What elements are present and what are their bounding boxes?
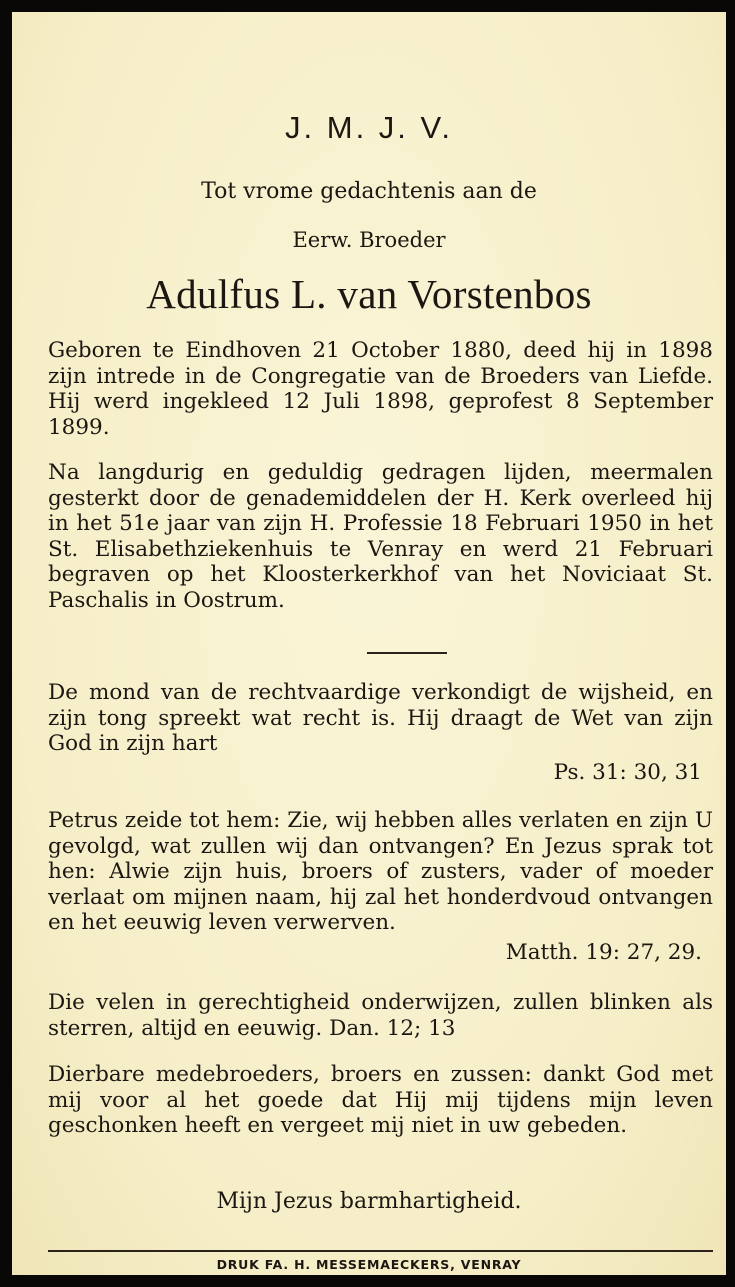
memorial-card [12,12,726,1275]
printer-credit: DRUK FA. H. MESSEMAECKERS, VENRAY [216,1257,522,1272]
intro-line: Tot vrome gedachtenis aan de [201,179,537,204]
religious-title: Eerw. Broeder [292,228,446,252]
matthew-quote: Petrus zeide tot hem: Zie, wij hebben alles verlaten en zijn U gevolgd, wat zullen wij dan ontvangen? En Jezus sprak tot hen: Alwie zijn huis, broers of zusters, vader of moeder verlaat om mijnen naam, hij zal het honderdvoud ontvangen en het eeuwig leven verwerven. [48,808,713,935]
deceased-name: Adulfus L. van Vorstenbos [146,271,592,317]
appeal-paragraph: Dierbare medebroeders, broers en zussen: dankt God met mij voor al het goede dat Hij mij tijdens mijn leven geschonken heeft en vergeet mij niet in uw gebeden. [48,1062,713,1138]
monogram: J. M. J. V. [285,110,453,145]
section-divider [367,652,447,654]
footer-rule [48,1250,713,1252]
psalm-quote: De mond van de rechtvaardige verkondigt de wijsheid, en zijn tong spreekt wat recht is. Hij draagt de Wet van zijn God in zijn hart [48,680,713,756]
closing-prayer: Mijn Jezus barmhartigheid. [216,1189,522,1214]
daniel-quote: Die velen in gerechtigheid onderwijzen, zullen blinken als sterren, altijd en eeuwig. Dan. 12; 13 [48,990,713,1041]
psalm-reference: Ps. 31: 30, 31 [553,760,702,785]
biography-paragraph: Geboren te Eindhoven 21 October 1880, deed hij in 1898 zijn intrede in de Congregatie van de Broeders van Liefde. Hij werd ingekleed 12 Juli 1898, geprofest 8 September 1899. [48,338,713,440]
death-paragraph: Na langdurig en geduldig gedragen lijden, meermalen gesterkt door de genademiddelen der H. Kerk overleed hij in het 51e jaar van zijn H. Professie 18 Februari 1950 in het St. Elisabethziekenhuis te Venray en werd 21 Februari begraven op het Kloosterkerkhof van het Noviciaat St. Paschalis in Oostrum. [48,460,713,613]
matthew-reference: Matth. 19: 27, 29. [505,940,702,965]
